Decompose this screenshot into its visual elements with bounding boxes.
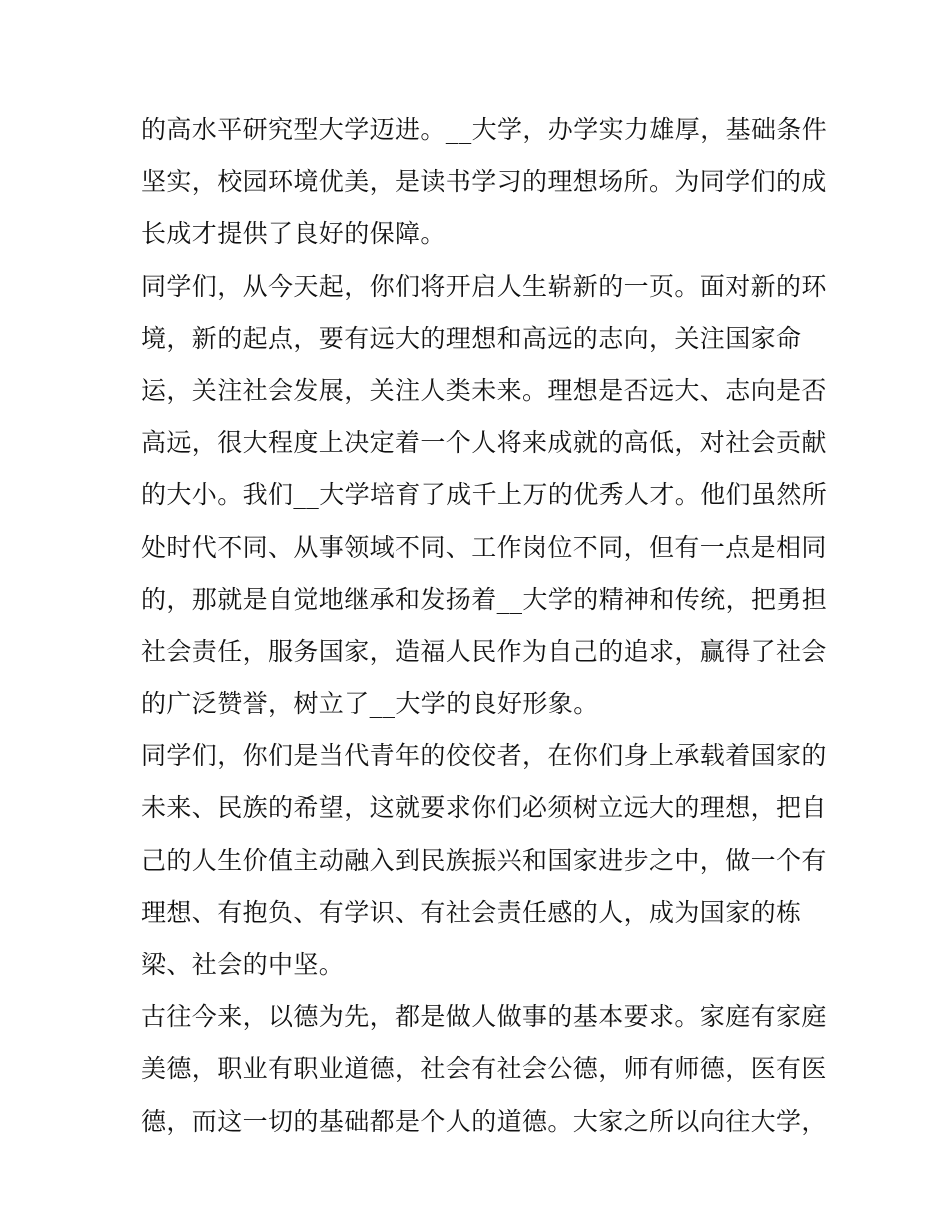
text-line: 长成才提供了良好的保障。 <box>141 219 446 249</box>
text-line: 境，新的起点，要有远大的理想和高远的志向，关注国家命 <box>141 323 802 353</box>
speech-text-body <box>141 104 828 1148</box>
text-line: 的，那就是自觉地继承和发扬着__大学的精神和传统，把勇担 <box>141 584 828 614</box>
text-line: 的高水平研究型大学迈进。__大学，办学实力雄厚，基础条件 <box>141 115 828 144</box>
text-line: 坚实，校园环境优美，是读书学习的理想场所。为同学们的成 <box>141 167 827 197</box>
text-line: 理想、有抱负、有学识、有社会责任感的人，成为国家的栋 <box>141 897 802 927</box>
text-line: 社会责任，服务国家，造福人民作为自己的追求，赢得了社会 <box>141 636 827 666</box>
text-line: 的大小。我们__大学培育了成千上万的优秀人才。他们虽然所 <box>141 480 828 510</box>
text-line: 古往今来，以德为先，都是做人做事的基本要求。家庭有家庭 <box>141 1002 827 1032</box>
text-line: 同学们，你们是当代青年的佼佼者，在你们身上承载着国家的 <box>141 741 827 771</box>
text-line: 高远，很大程度上决定着一个人将来成就的高低，对社会贡献 <box>141 428 827 458</box>
text-line: 己的人生价值主动融入到民族振兴和国家进步之中，做一个有 <box>141 845 827 875</box>
text-line: 的广泛赞誉，树立了__大学的良好形象。 <box>141 689 599 719</box>
text-line: 未来、民族的希望，这就要求你们必须树立远大的理想，把自 <box>141 793 827 823</box>
text-line: 同学们，从今天起，你们将开启人生崭新的一页。面对新的环 <box>141 271 827 301</box>
text-line: 处时代不同、从事领域不同、工作岗位不同，但有一点是相同 <box>141 532 827 562</box>
text-line: 运，关注社会发展，关注人类未来。理想是否远大、志向是否 <box>141 375 827 405</box>
text-line: 德，而这一切的基础都是个人的道德。大家之所以向往大学， <box>141 1106 827 1136</box>
text-line: 美德，职业有职业道德，社会有社会公德，师有师德，医有医 <box>141 1054 827 1084</box>
text-line: 梁、社会的中坚。 <box>141 950 345 979</box>
